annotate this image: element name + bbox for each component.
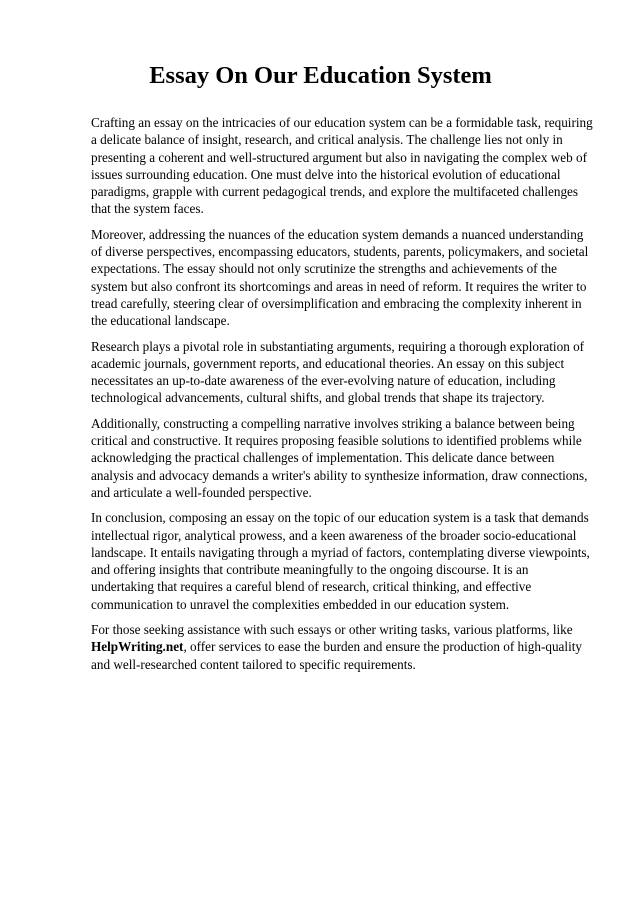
paragraph-closing	[91, 621, 594, 673]
paragraph-narrative: Additionally, constructing a compelling narrative involves striking a balance between being critical and constructive. It requires proposing feasible solutions to identified problems while acknowledging the practical challenges of implementation. This delicate dance between analysis and advocacy demands a writer's ability to synthesize information, draw connections, and articulate a well-founded perspective.	[91, 415, 588, 500]
paragraph-conclusion: In conclusion, composing an essay on the topic of our education system is a task that demands intellectual rigor, analytical prowess, and a keen awareness of the broader socio-educational landscape. It entails navigating through a myriad of factors, contemplating diverse viewpoints, and offering insights that contribute meaningfully to the ongoing discourse. It is an undertaking that requires a careful blend of research, critical thinking, and effective communication to unravel the complexities embedded in our education system.	[91, 510, 590, 612]
closing-text-after: , offer services to ease the burden and ensure the production of high-quality and well-researched content tailored to specific requirements.	[91, 639, 582, 672]
paragraph-research: Research plays a pivotal role in substantiating arguments, requiring a thorough exploration of academic journals, government reports, and educational theories. An essay on this subject necessitates an up-to-date awareness of the ever-evolving nature of education, including technological advancements, cultural shifts, and global trends that shape its trajectory.	[91, 338, 585, 406]
closing-text-before: For those seeking assistance with such essays or other writing tasks, various platforms, like	[91, 622, 573, 638]
paragraph-perspectives: Moreover, addressing the nuances of the education system demands a nuanced understanding of diverse perspectives, encompassing educators, students, parents, policymakers, and societal expectations. The essay should not only scrutinize the strengths and achievements of the system but also confront its shortcomings and areas in need of reform. It requires the writer to tread carefully, steering clear of oversimplification and embracing the complexity inherent in the educational landscape.	[91, 226, 589, 329]
document-title: Essay On Our Education System	[149, 62, 492, 89]
helpwriting-link[interactable]: HelpWriting.net	[91, 639, 184, 655]
paragraph-intro: Crafting an essay on the intricacies of our education system can be a formidable task, requiring a delicate balance of insight, research, and critical analysis. The challenge lies not only in presenting a coherent and well-structured argument but also in navigating the complex web of issues surrounding education. One must delve into the historical evolution of educational paradigms, grapple with current pedagogical trends, and explore the multifaceted challenges that the system faces.	[91, 115, 593, 217]
